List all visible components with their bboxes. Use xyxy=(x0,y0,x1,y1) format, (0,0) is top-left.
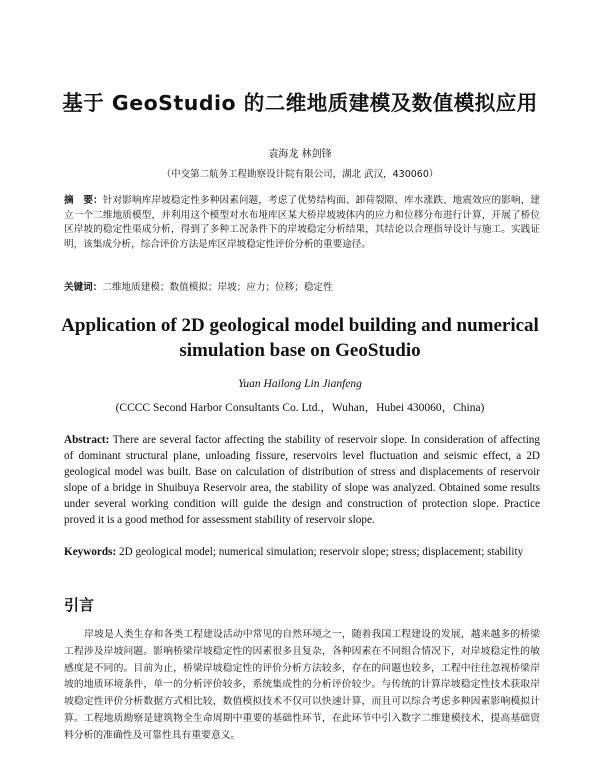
abstract-english-label: Abstract: xyxy=(64,434,110,446)
introduction-paragraph xyxy=(64,627,540,745)
title-chinese: 基于 GeoStudio 的二维地质建模及数值模拟应用 xyxy=(62,91,538,115)
affiliation-chinese: （中交第二航务工程勘察设计院有限公司，湖北 武汉，430060） xyxy=(161,169,439,180)
keywords-english xyxy=(64,544,540,560)
abstract-english-text: There are several factor affecting the stability of reservoir slope. In consideration of affecting of dominant structural plane, unloading fissure, reservoirs level fluctuation and seismic effect, a 2D geological model was built. Base on calculation of distribution of stress and displacements of reservoir slope of a bridge in Shuibuya Reservoir area, the stability of slope was analyzed. Obtained some results under several working condition will guide the design and construction of protection slope. Practice proved it is a good method for assessment stability of reservoir slope. xyxy=(64,434,540,526)
keywords-english-label: Keywords: xyxy=(64,546,117,558)
section-heading-introduction: 引言 xyxy=(64,596,95,614)
keywords-chinese xyxy=(64,281,540,295)
abstract-chinese xyxy=(64,194,540,252)
introduction-text: 岸坡是人类生存和各类工程建设活动中常见的自然环境之一，随着我国工程建设的发展，越来越多的桥梁工程涉及岸坡问题。影响桥梁岸坡稳定性的因素很多且复杂，各种因素在不同组合情况下，对岸坡稳定性的敏感度是不同的。目前为止，桥梁岸坡稳定性的评价分析方法较多，存在的问题也较多，工程中往往忽视桥梁岸坡的地质环境条件，单一的分析评价较多，系统集成性的分析评价较少。与传统的计算岸坡稳定性技术获取岸坡稳定性评价分析数据方式相比较，数值模拟技术不仅可以快速计算，而且可以综合考虑多种因素影响模拟计算。工程地质勘察是建筑物全生命周期中重要的基础性环节，在此环节中引入数字二维建模技术，提高基础资料分析的准确性及可靠性具有重要意义。 xyxy=(64,629,540,741)
authors-chinese: 袁海龙 林剑锋 xyxy=(268,149,332,160)
keywords-chinese-label: 关键词： xyxy=(64,282,103,293)
abstract-chinese-label: 摘 要： xyxy=(64,195,103,206)
authors-english: Yuan Hailong Lin Jianfeng xyxy=(238,378,362,390)
keywords-chinese-text: 二维地质建模；数值模拟；岸坡；应力；位移；稳定性 xyxy=(102,282,333,293)
title-english: Application of 2D geological model building and numerical simulation base on GeoStudio xyxy=(61,315,539,361)
abstract-english xyxy=(64,432,540,528)
affiliation-english: (CCCC Second Harbor Consultants Co. Ltd.，Wuhan，Hubei 430060，China) xyxy=(115,402,485,414)
abstract-chinese-text: 针对影响库岸坡稳定性多种因素问题，考虑了优势结构面、卸荷裂隙、库水涨跌、地震效应的影响，建立一个二维地质模型，并利用这个模型对水布垭库区某大桥岸坡坡体内的应力和位移分布进行计算，开展了桥位区岸坡的稳定性渠成分析，得到了多种工况条件下的岸坡稳定分析结果，其结论以合理指导设计与施工。实践证明，该集成分析，综合评价方法是库区岸坡稳定性评价分析的重要途径。 xyxy=(64,195,541,250)
keywords-english-text: 2D geological model; numerical simulation; reservoir slope; stress; displacement; stability xyxy=(119,546,524,558)
